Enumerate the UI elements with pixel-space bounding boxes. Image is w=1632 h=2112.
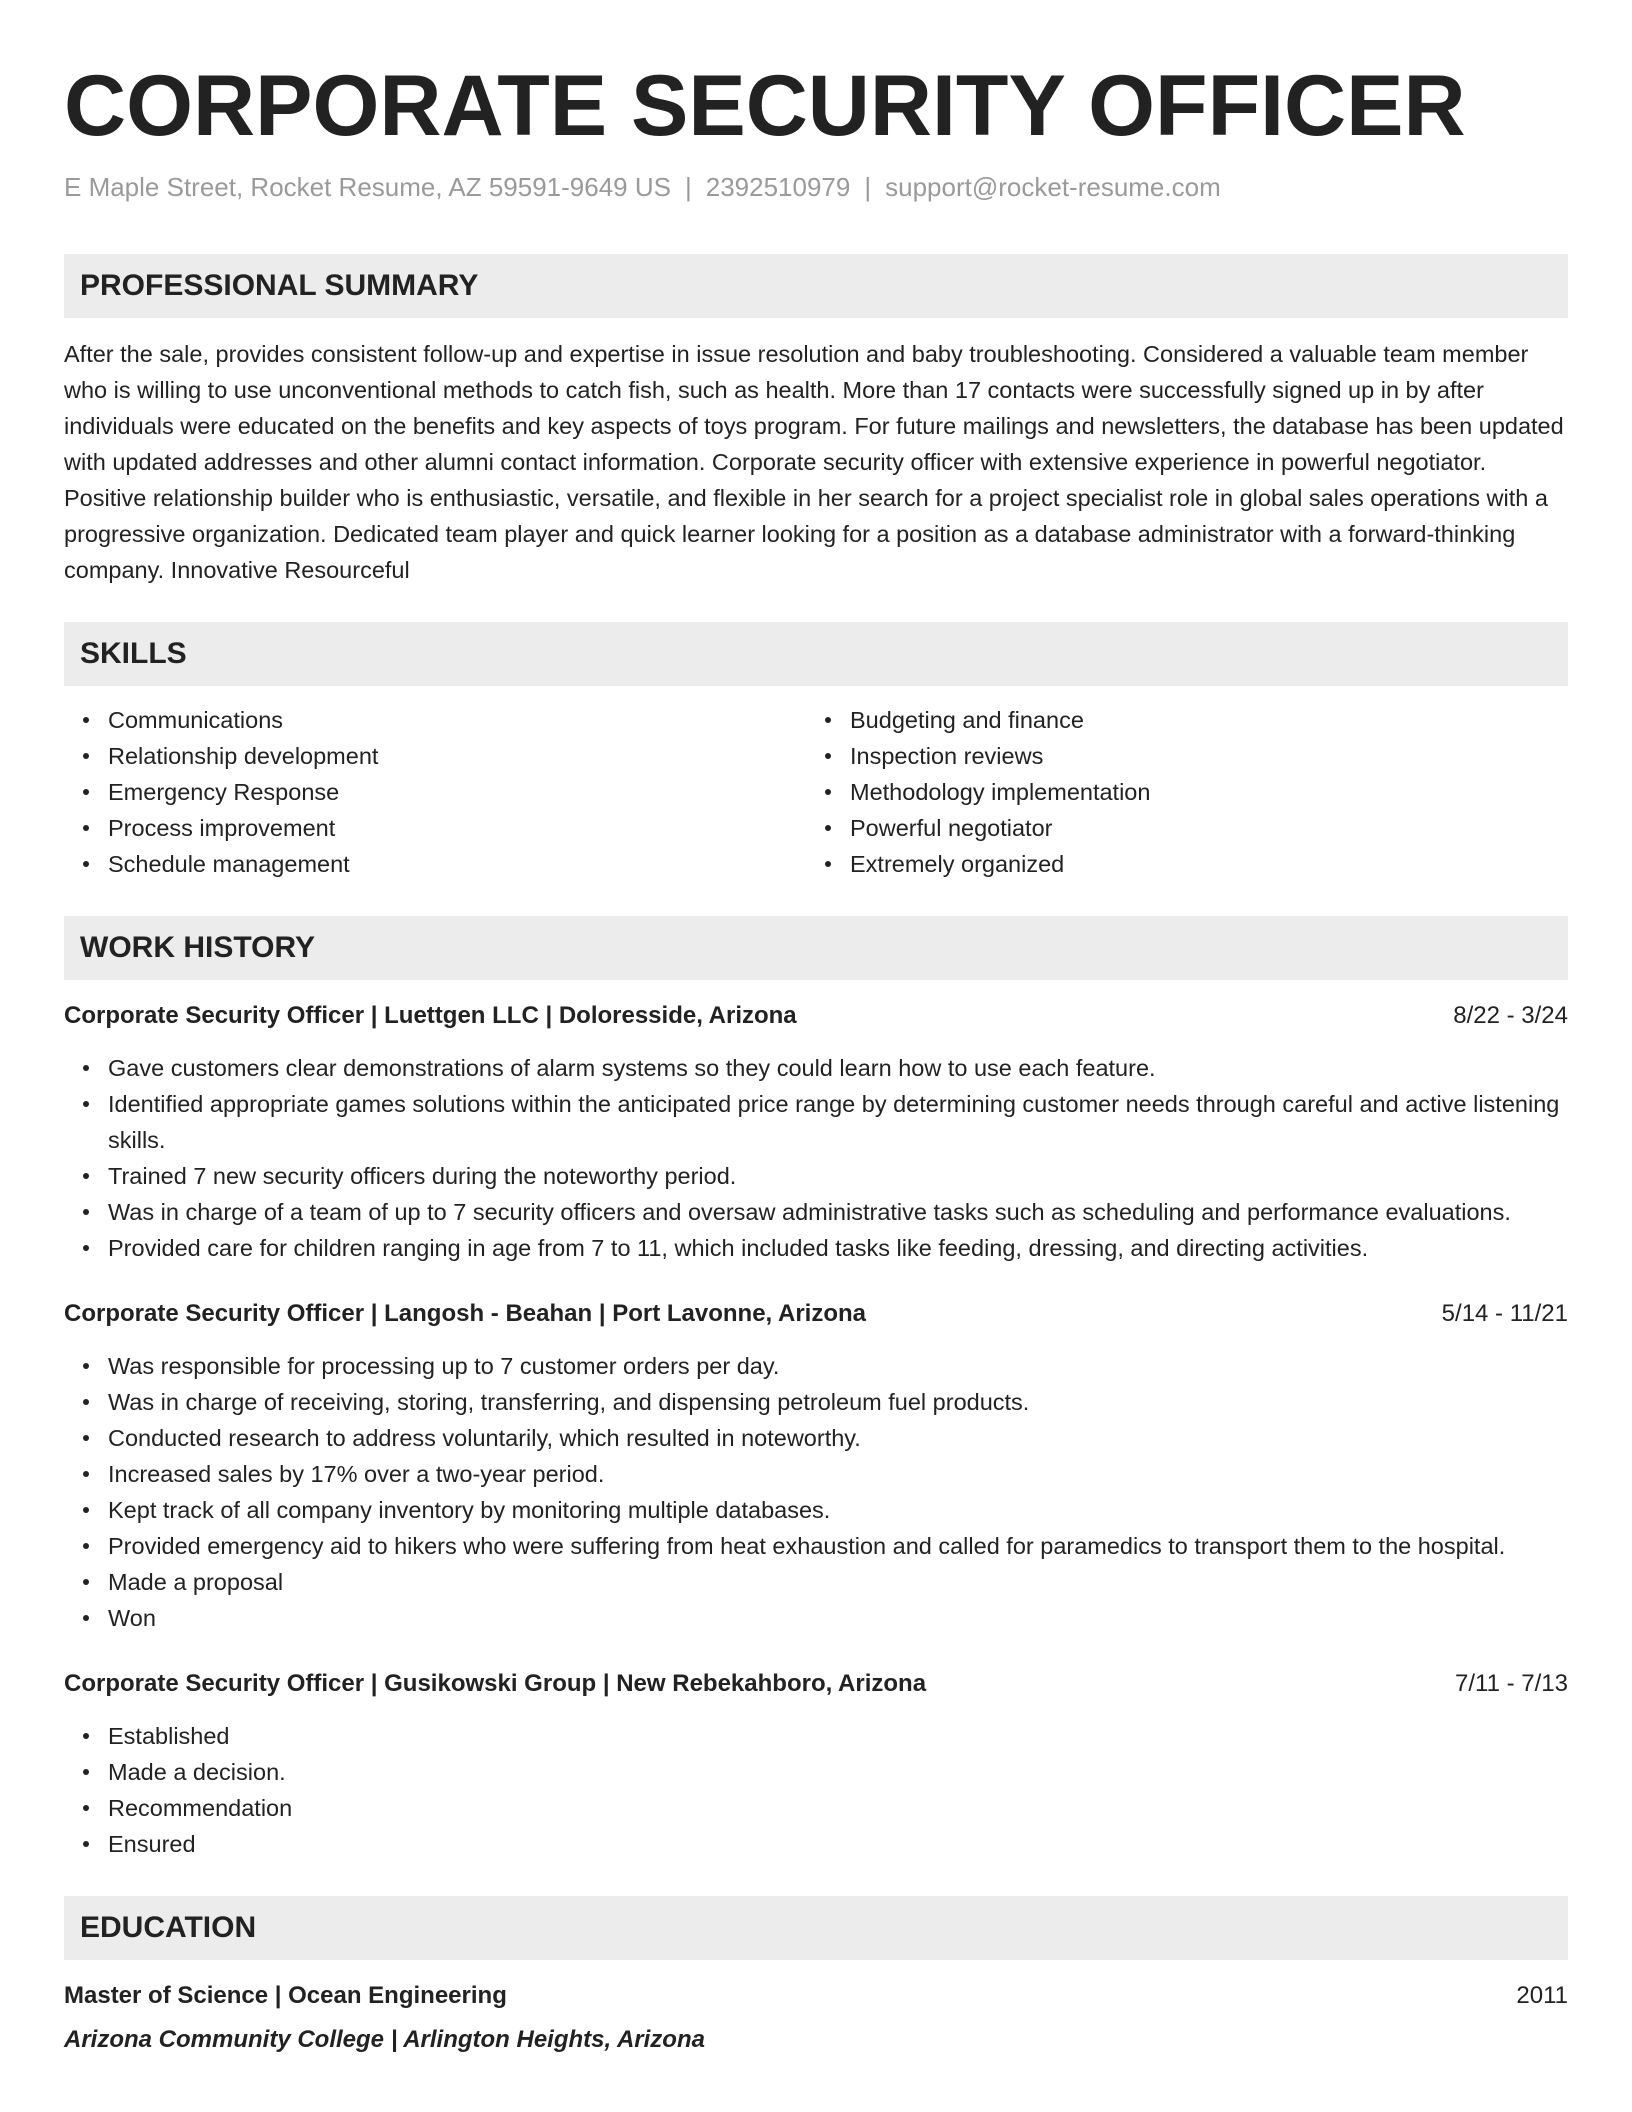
- job-bullet: Kept track of all company inventory by monitoring multiple databases.: [108, 1492, 1568, 1528]
- job-title: Corporate Security Officer | Gusikowski Group | New Rebekahboro, Arizona: [64, 1670, 927, 1697]
- education-school: Arizona Community College | Arlington Heights, Arizona: [64, 2026, 705, 2053]
- job-title: Corporate Security Officer | Langosh - Beahan | Port Lavonne, Arizona: [64, 1300, 867, 1327]
- job-bullet: Conducted research to address voluntarily, which resulted in noteworthy.: [108, 1420, 1568, 1456]
- contact-line: [64, 170, 1568, 204]
- skill-item: Inspection reviews: [850, 738, 1548, 774]
- job-entry: [64, 1296, 1568, 1636]
- summary-text: After the sale, provides consistent follow-up and expertise in issue resolution and baby troubleshooting. Considered a valuable team member who is willing to use unconventional methods to catch fish, such as health. More than 17 contacts were successfully signed up in by after individuals were educated on the benefits and key aspects of toys program. For future mailings and newsletters, the database has been updated with updated addresses and other alumni contact information. Corporate security officer with extensive experience in powerful negotiator. Positive relationship builder who is enthusiastic, versatile, and flexible in her search for a project specialist role in global sales operations with a progressive organization. Dedicated team player and quick learner looking for a position as a database administrator with a forward-thinking company. Innovative Resourceful: [64, 341, 1564, 583]
- job-header: [64, 1296, 1568, 1332]
- job-bullet: Increased sales by 17% over a two-year period.: [108, 1456, 1568, 1492]
- skill-item: Communications: [108, 702, 806, 738]
- skill-item: Process improvement: [108, 810, 806, 846]
- resume-page: [64, 56, 1568, 2058]
- job-header: [64, 1666, 1568, 1702]
- skill-item: Budgeting and finance: [850, 702, 1548, 738]
- section-header-skills: SKILLS: [64, 622, 1568, 686]
- job-bullet: Provided emergency aid to hikers who were suffering from heat exhaustion and called for paramedics to transport them to the hospital.: [108, 1528, 1568, 1564]
- job-bullet: Made a decision.: [108, 1754, 1568, 1790]
- section-header-work-history: WORK HISTORY: [64, 916, 1568, 980]
- skill-item: Methodology implementation: [850, 774, 1548, 810]
- job-entry: [64, 998, 1568, 1266]
- contact-separator: |: [684, 172, 692, 202]
- skill-item: Extremely organized: [850, 846, 1548, 882]
- skill-item: Powerful negotiator: [850, 810, 1548, 846]
- job-bullet: Was responsible for processing up to 7 customer orders per day.: [108, 1348, 1568, 1384]
- job-bullets: [64, 1718, 1568, 1862]
- section-header-education: EDUCATION: [64, 1896, 1568, 1960]
- skills-list: [64, 702, 1568, 882]
- contact-email: support@rocket-resume.com: [885, 172, 1221, 202]
- section-header-summary: PROFESSIONAL SUMMARY: [64, 254, 1568, 318]
- job-dates: 8/22 - 3/24: [1453, 1002, 1568, 1029]
- job-entry: [64, 1666, 1568, 1862]
- skills-column-right: [806, 702, 1548, 882]
- education-year: 2011: [1516, 1982, 1568, 2009]
- job-dates: 7/11 - 7/13: [1455, 1670, 1568, 1697]
- job-bullet: Made a proposal: [108, 1564, 1568, 1600]
- job-bullets: [64, 1050, 1568, 1266]
- contact-phone: 2392510979: [705, 172, 851, 202]
- job-bullets: [64, 1348, 1568, 1636]
- job-dates: 5/14 - 11/21: [1441, 1300, 1568, 1327]
- job-bullet: Gave customers clear demonstrations of alarm systems so they could learn how to use each feature.: [108, 1050, 1568, 1086]
- education-header: [64, 1978, 1568, 2014]
- skill-item: Emergency Response: [108, 774, 806, 810]
- job-header: [64, 998, 1568, 1034]
- skill-item: Relationship development: [108, 738, 806, 774]
- resume-name: CORPORATE SECURITY OFFICER: [64, 58, 1466, 154]
- job-bullet: Was in charge of a team of up to 7 security officers and oversaw administrative tasks such as scheduling and performance evaluations.: [108, 1194, 1568, 1230]
- job-bullet: Won: [108, 1600, 1568, 1636]
- job-bullet: Recommendation: [108, 1790, 1568, 1826]
- education-entry: [64, 1978, 1568, 2058]
- job-title: Corporate Security Officer | Luettgen LLC | Doloresside, Arizona: [64, 1002, 797, 1029]
- job-bullet: Identified appropriate games solutions within the anticipated price range by determining customer needs through careful and active listening skills.: [108, 1086, 1568, 1158]
- skills-column-left: [64, 702, 806, 882]
- job-bullet: Established: [108, 1718, 1568, 1754]
- job-bullet: Trained 7 new security officers during the noteworthy period.: [108, 1158, 1568, 1194]
- education-degree: Master of Science | Ocean Engineering: [64, 1982, 507, 2009]
- contact-address: E Maple Street, Rocket Resume, AZ 59591-9649 US: [64, 172, 671, 202]
- skill-item: Schedule management: [108, 846, 806, 882]
- job-bullet: Was in charge of receiving, storing, transferring, and dispensing petroleum fuel products.: [108, 1384, 1568, 1420]
- job-bullet: Provided care for children ranging in age from 7 to 11, which included tasks like feeding, dressing, and directing activities.: [108, 1230, 1568, 1266]
- job-bullet: Ensured: [108, 1826, 1568, 1862]
- contact-separator: |: [864, 172, 872, 202]
